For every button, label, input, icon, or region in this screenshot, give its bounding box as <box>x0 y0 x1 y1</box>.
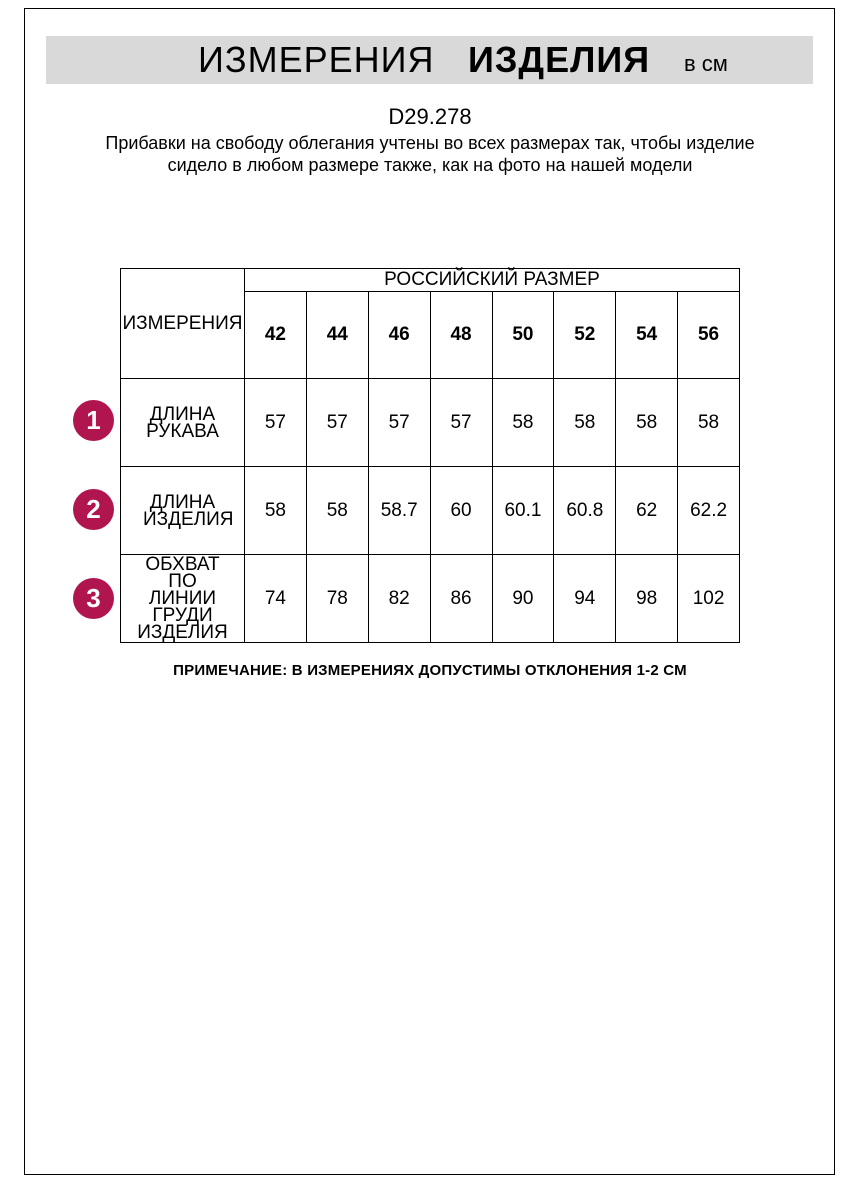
row-label: ОБХВАТ ПО ЛИНИИ ГРУДИ ИЗДЕЛИЯ <box>121 555 245 643</box>
number-badge-2: 2 <box>73 489 114 530</box>
size-header-cell: 44 <box>306 292 368 379</box>
table-cell: 102 <box>678 555 740 643</box>
size-header-cell: 56 <box>678 292 740 379</box>
size-header-cell: 54 <box>616 292 678 379</box>
title-measurements: ИЗМЕРЕНИЯ <box>198 39 435 80</box>
number-badge-3: 3 <box>73 578 114 619</box>
table-cell: 60.8 <box>554 467 616 555</box>
table-cell: 58 <box>306 467 368 555</box>
product-code: D29.278 <box>388 104 472 129</box>
table-cell: 57 <box>306 379 368 467</box>
size-header-cell: 42 <box>245 292 307 379</box>
table-cell: 58 <box>554 379 616 467</box>
fit-note: Прибавки на свободу облегания учтены во всех размерах так, чтобы изделие сидело в любом размере также, как на фото на нашей модели <box>105 133 755 175</box>
table-cell: 58 <box>678 379 740 467</box>
table-row-chest-girth <box>121 555 740 643</box>
table-cell: 57 <box>245 379 307 467</box>
russian-size-header: РОССИЙСКИЙ РАЗМЕР <box>245 269 740 292</box>
table-cell: 58 <box>492 379 554 467</box>
table-cell: 62.2 <box>678 467 740 555</box>
table-cell: 82 <box>368 555 430 643</box>
table-cell: 98 <box>616 555 678 643</box>
header-row <box>121 269 740 292</box>
size-chart-table <box>120 268 740 643</box>
table-cell: 90 <box>492 555 554 643</box>
measurements-header: ИЗМЕРЕНИЯ <box>121 269 245 379</box>
tolerance-note: ПРИМЕЧАНИЕ: В ИЗМЕРЕНИЯХ ДОПУСТИМЫ ОТКЛОНЕНИЯ 1-2 СМ <box>173 662 687 679</box>
number-badge-1: 1 <box>73 400 114 441</box>
size-header-cell: 52 <box>554 292 616 379</box>
table-row-garment-length <box>121 467 740 555</box>
table-cell: 57 <box>368 379 430 467</box>
table-cell: 94 <box>554 555 616 643</box>
title-units: в см <box>684 51 728 76</box>
table-cell: 58 <box>616 379 678 467</box>
table-cell: 60.1 <box>492 467 554 555</box>
table-cell: 60 <box>430 467 492 555</box>
table-cell: 62 <box>616 467 678 555</box>
table-cell: 58.7 <box>368 467 430 555</box>
table-cell: 78 <box>306 555 368 643</box>
size-header-cell: 46 <box>368 292 430 379</box>
row-label: ДЛИНА ИЗДЕЛИЯ <box>121 467 245 555</box>
size-header-cell: 48 <box>430 292 492 379</box>
table-cell: 74 <box>245 555 307 643</box>
table-cell: 86 <box>430 555 492 643</box>
table-row-sleeve-length <box>121 379 740 467</box>
title-bar <box>46 36 813 84</box>
size-header-cell: 50 <box>492 292 554 379</box>
table-cell: 57 <box>430 379 492 467</box>
row-label: ДЛИНА РУКАВА <box>121 379 245 467</box>
table-cell: 58 <box>245 467 307 555</box>
title-product: ИЗДЕЛИЯ <box>468 39 651 80</box>
